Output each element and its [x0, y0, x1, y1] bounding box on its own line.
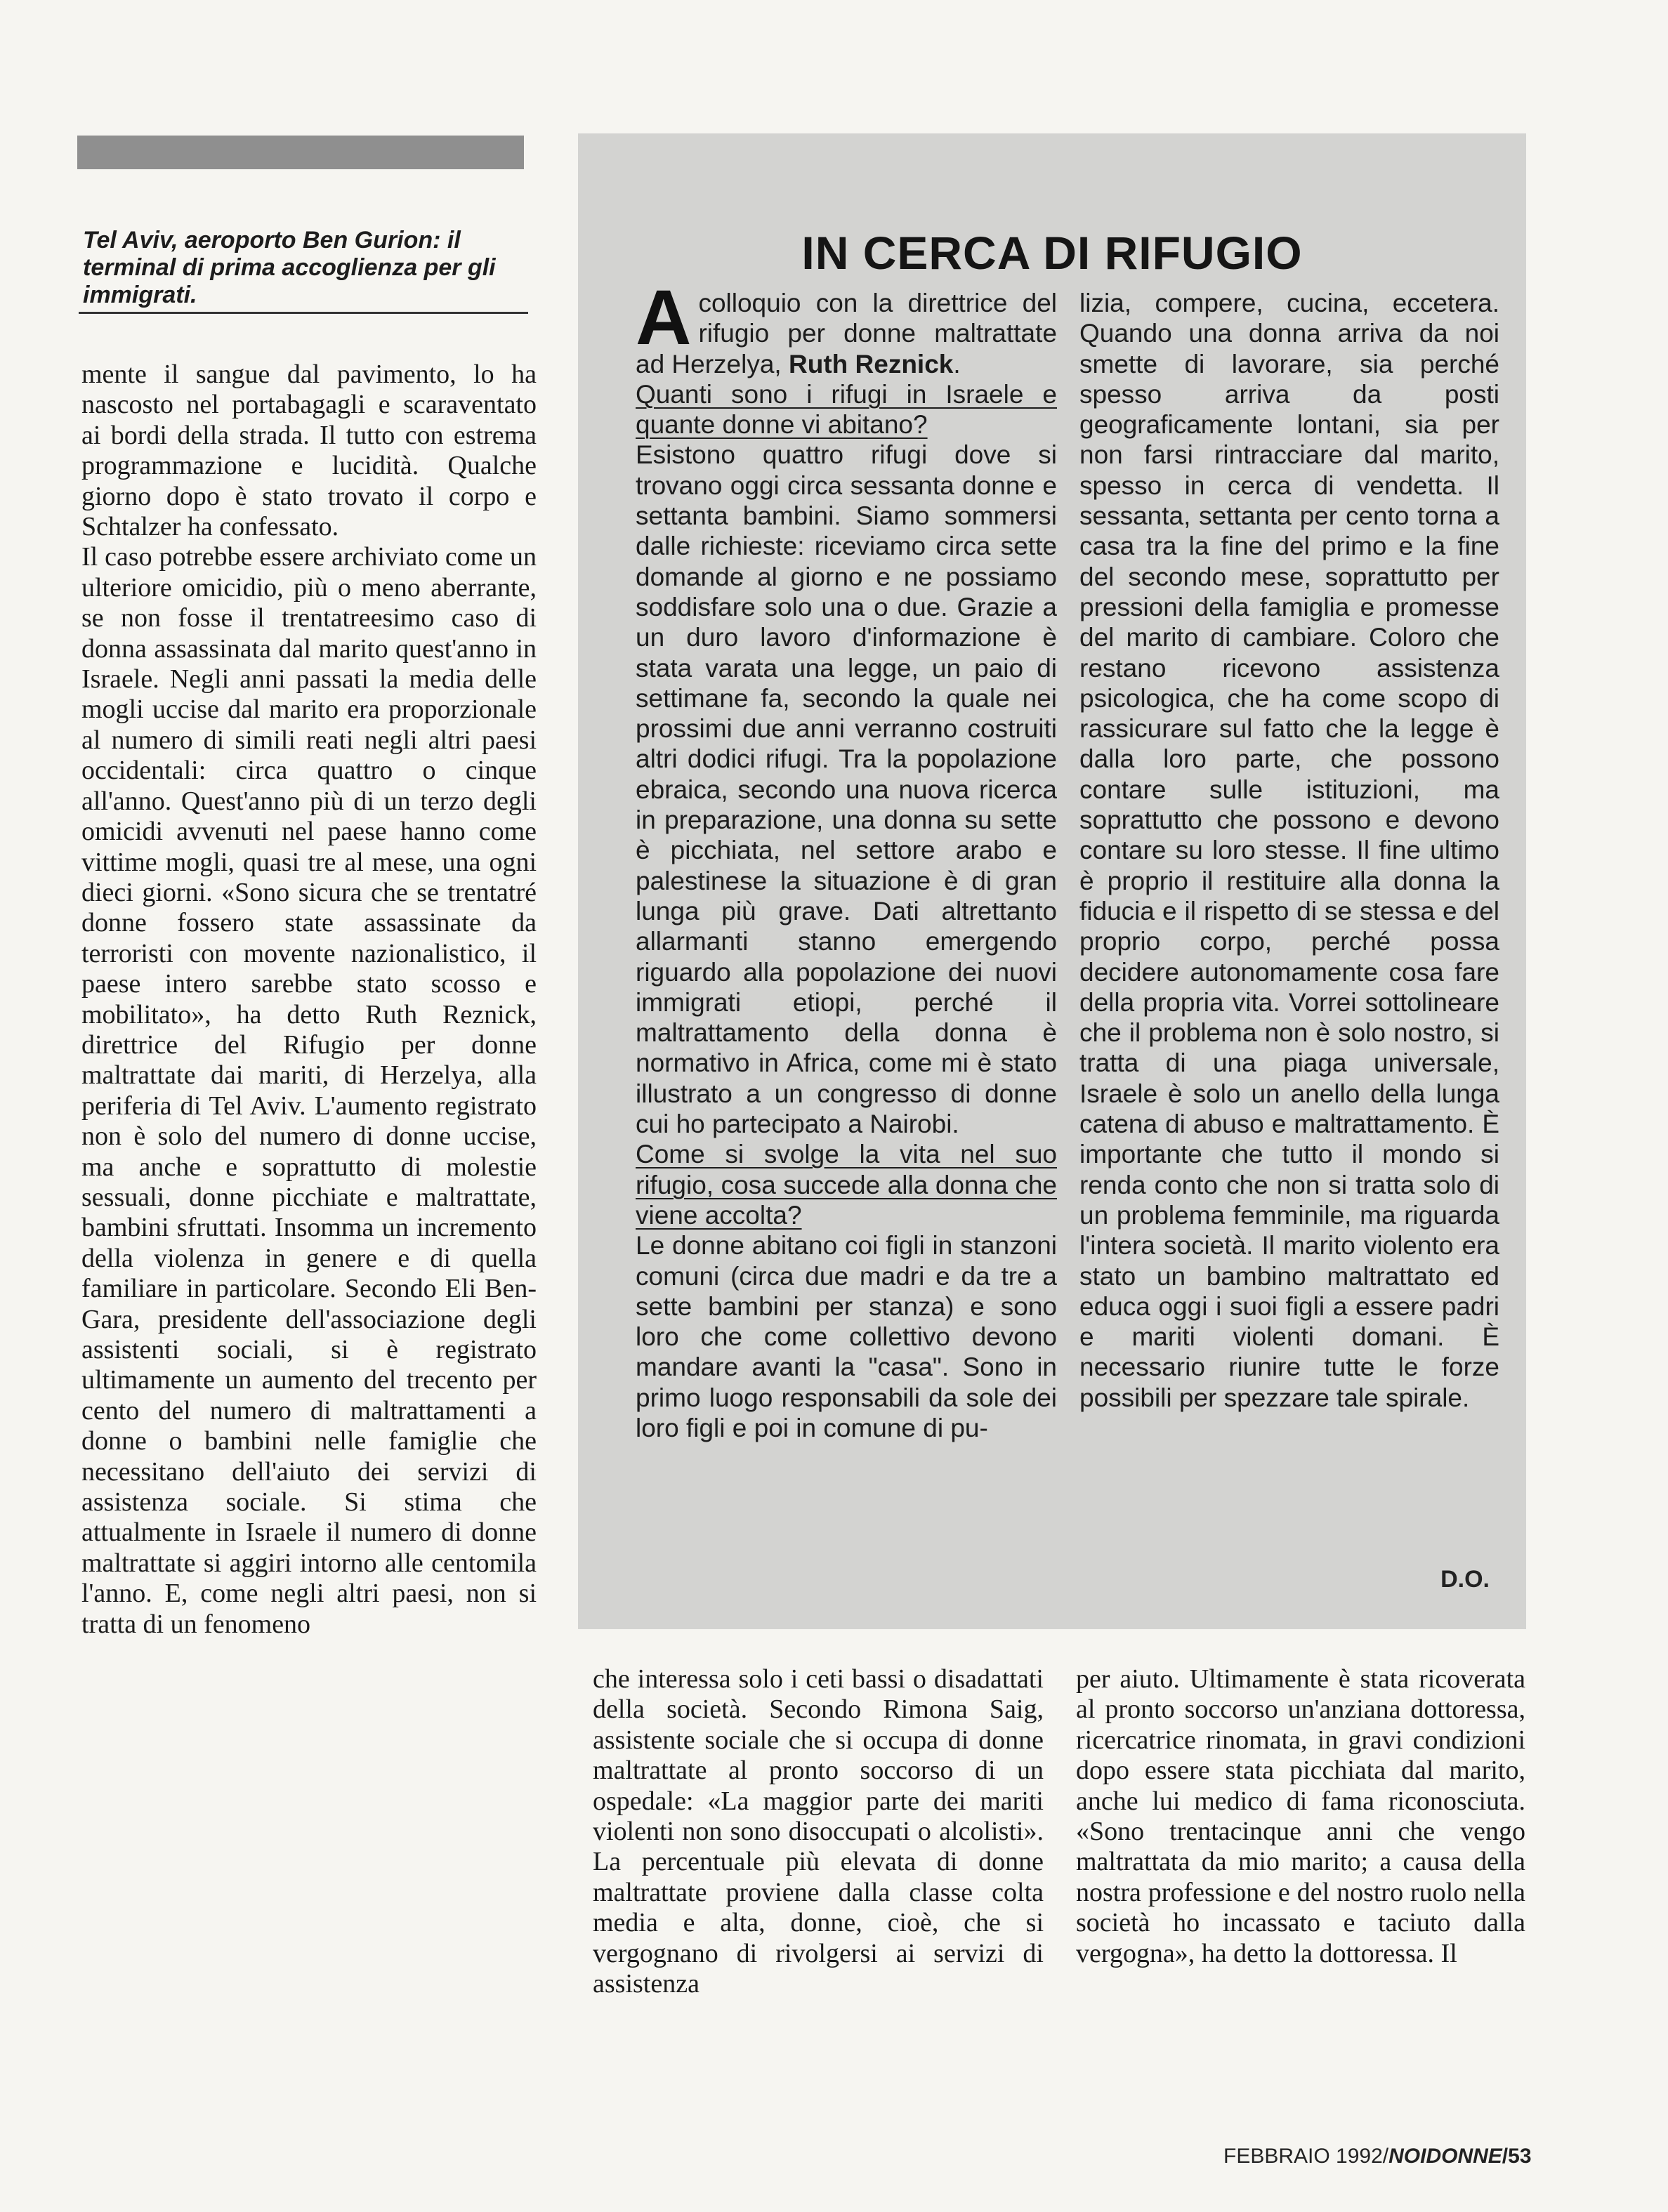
interview-answer: Le donne abitano coi figli in stanzoni comuni (circa due madri e da tre a sette bambini per stanza) e sono loro che come collettivo devono mandare avanti la "casa". Sono in primo luogo responsabili da sole dei loro figli e poi in comune di pu- [636, 1231, 1057, 1442]
photo-caption: Tel Aviv, aeroporto Ben Gurion: il terminal di prima accoglienza per gli immigrati. [83, 227, 496, 308]
article-paragraph: Il caso potrebbe essere archiviato come un ulteriore omicidio, più o meno aberrante, se non fosse il trentatreesimo caso di donna assassinata dal marito quest'anno in Israele. Negli anni passati la media delle mogli uccise dal marito era proporzionale al numero di simili reati negli altri paesi occidentali: circa quattro o cinque all'anno. Quest'anno più di un terzo degli omicidi avvenuti nel paese hanno come vittime mogli, quasi tre al mese, una ogni dieci giorni. «Sono sicura che se trentatré donne fossero state assassinate da terroristi con movente nazionalistico, il paese intero sarebbe stato scosso e mobilitato», ha detto Ruth Reznick, direttrice del Rifugio per donne maltrattate dai mariti, di Herzelya, alla periferia di Tel Aviv. L'aumento registrato non è solo del numero di donne uccise, ma anche e soprattutto di molestie sessuali, donne picchiate e maltrattate, bambini sfruttati. Insomma un incremento della violenza in genere e di quella familiare in particolare. Secondo Eli Ben-Gara, presidente dell'associazione degli assistenti sociali, si è registrato ultimamente un aumento del trecento per cento del numero di maltrattamenti a donne o bambini nelle famiglie che necessitano dell'aiuto dei servizi di assistenza sociale. Si stima che attualmente in Israele il numero di donne maltrattate si aggiri intorno alle centomila l'anno. E, come negli altri paesi, non si tratta di un fenomeno [81, 542, 537, 1639]
article-paragraph: che interessa solo i ceti bassi o disadattati della società. Secondo Rimona Saig, assistente sociale che si occupa di donne maltrattate al pronto soccorso di un ospedale: «La maggior parte dei mariti violenti non sono disoccupati o alcolisti». La percentuale più elevata di donne maltrattate proviene dalla classe colta media e alta, donne, cioè, che si vergognano di rivolgersi ai servizi di assistenza [593, 1664, 1044, 1999]
article-paragraph: per aiuto. Ultimamente è stata ricoverata al pronto soccorso un'anziana dottoressa, ricercatrice rinomata, in gravi condizioni dopo essere stata picchiata dal marito, anche lui medico di fama riconosciuta. «Sono trentacinque anni che vengo maltrattata da mio marito; a causa della nostra professione e del nostro ruolo nella società ho incassato e taciuto dalla vergogna», ha detto la dottoressa. Il [1076, 1664, 1525, 1968]
interviewee-name: Ruth Reznick [789, 349, 954, 378]
article-column-left [81, 360, 537, 1640]
caption-divider [79, 312, 528, 314]
sidebar-title: IN CERCA DI RIFUGIO [801, 227, 1303, 279]
footer-magazine: NOIDONNE [1388, 2145, 1502, 2168]
decorative-header-bar [77, 136, 524, 169]
author-signature: D.O. [1440, 1566, 1490, 1593]
interview-question: Come si svolge la vita nel suo rifugio, cosa succede alla donna che viene accolta? [636, 1140, 1057, 1230]
footer-date: FEBBRAIO 1992/ [1223, 2145, 1389, 2168]
article-paragraph: mente il sangue dal pavimento, lo ha nascosto nel portabagagli e scaraventato ai bordi della strada. Il tutto con estrema programmazione e lucidità. Qualche giorno dopo è stato trovato il corpo e Schtalzer ha confessato. [81, 360, 537, 542]
page-number: 53 [1508, 2145, 1532, 2168]
intro-text: colloquio con la direttrice del rifugio per donne maltrattate ad Herzelya, [636, 289, 1057, 378]
page-footer [1223, 2145, 1532, 2168]
interview-question: Quanti sono i rifugi in Israele e quante donne vi abitano? [636, 379, 1057, 440]
interview-sidebar-box [578, 133, 1526, 1629]
sidebar-column-right [1079, 288, 1499, 1413]
sidebar-intro: Acolloquio con la direttrice del rifugio per donne maltrattate ad Herzelya, Ruth Reznick. [636, 275, 1057, 378]
sidebar-column-left [636, 275, 1057, 1443]
article-column-right [1076, 1664, 1525, 1969]
footer-separator: / [1502, 2145, 1509, 2168]
drop-cap: A [636, 275, 692, 361]
interview-answer-continued: lizia, compere, cucina, eccetera. Quando una donna arriva da noi smette di lavorare, sia perché spesso arriva da posti geograficamente lontani, sia per non farsi rintracciare dal marito, spesso in cerca di vendetta. Il sessanta, settanta per cento torna a casa tra la fine del primo e la fine del secondo mese, soprattutto per pressioni della famiglia e promesse del marito di cambiare. Coloro che restano ricevono assistenza psicologica, che ha come scopo di rassicurare sul fatto che la legge è dalla loro parte, che possono contare sulle istituzioni, ma soprattutto che possono e devono contare su loro stesse. Il fine ultimo è proprio il restituire alla donna la fiducia e il rispetto di se stessa e del proprio corpo, perché possa decidere autonomamente cosa fare della propria vita. Vorrei sottolineare che il problema non è solo nostro, si tratta di una piaga universale, Israele è solo un anello della lunga catena di abuso e maltrattamento. È importante che tutto il mondo si renda conto che non si tratta solo di un problema femminile, ma riguarda l'intera società. Il marito violento era stato un bambino maltrattato ed educa oggi i suoi figli a essere padri e mariti violenti domani. È necessario riunire tutte le forze possibili per spezzare tale spirale. [1079, 289, 1499, 1412]
article-column-middle [593, 1664, 1044, 1999]
interview-answer: Esistono quattro rifugi dove si trovano oggi circa sessanta donne e settanta bambini. Siamo sommersi dalle richieste: riceviamo circa sette domande al giorno e ne possiamo soddisfare solo una o due. Grazie a un duro lavoro d'informazione è stata varata una legge, un paio di settimane fa, secondo la quale nei prossimi due anni verranno costruiti altri dodici rifugi. Tra la popolazione ebraica, secondo una nuova ricerca in preparazione, una donna su sette è picchiata, nel settore arabo e palestinese la situazione è di gran lunga più grave. Dati altrettanto allarmanti stanno emergendo riguardo alla popolazione dei nuovi immigrati etiopi, perché il maltrattamento della donna è normativo in Africa, come mi è stato illustrato a un congresso di donne cui ho partecipato a Nairobi. [636, 440, 1057, 1139]
